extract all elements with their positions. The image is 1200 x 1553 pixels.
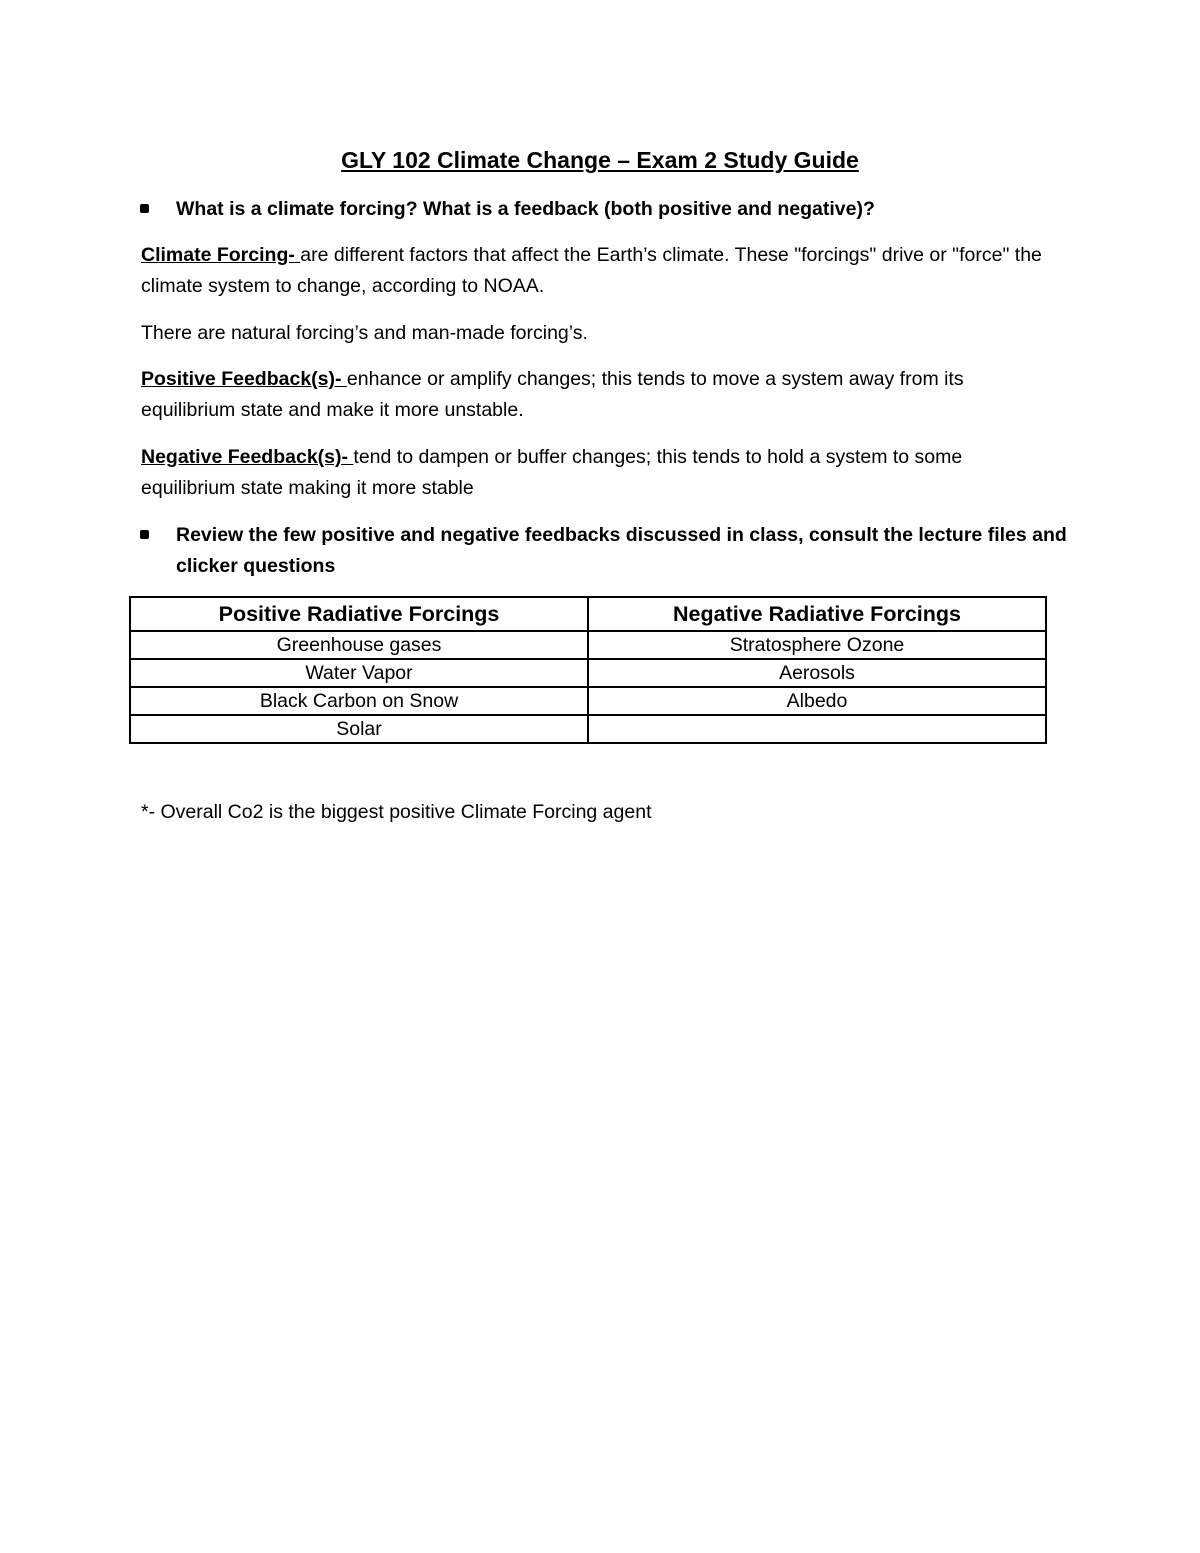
- radiative-forcings-table: [129, 596, 1047, 744]
- forcing-types-note: There are natural forcing’s and man-made forcing’s.: [141, 322, 588, 344]
- table-cell: Albedo: [588, 687, 1046, 715]
- negative-feedback-definition: [141, 442, 1061, 504]
- column-header-positive: Positive Radiative Forcings: [130, 597, 588, 631]
- definition-text: enhance or amplify changes; this tends to move a system away from its equilibrium state and make it more unstable.: [141, 368, 964, 421]
- definition-term: Climate Forcing-: [141, 244, 301, 266]
- bullet-question-2: [140, 520, 1080, 582]
- table-row: [130, 631, 1046, 659]
- table-cell: Stratosphere Ozone: [588, 631, 1046, 659]
- table-row: [130, 659, 1046, 687]
- table-cell: [588, 715, 1046, 743]
- column-header-negative: Negative Radiative Forcings: [588, 597, 1046, 631]
- table-cell: Solar: [130, 715, 588, 743]
- footnote: *- Overall Co2 is the biggest positive Climate Forcing agent: [141, 801, 652, 823]
- bullet-icon: [140, 530, 149, 539]
- bullet-text: What is a climate forcing? What is a feedback (both positive and negative)?: [176, 198, 875, 220]
- bullet-text: Review the few positive and negative feedbacks discussed in class, consult the lecture files and clicker questions: [176, 524, 1067, 577]
- climate-forcing-definition: [141, 240, 1061, 302]
- document-title: GLY 102 Climate Change – Exam 2 Study Guide: [341, 147, 859, 173]
- definition-term: Negative Feedback(s)-: [141, 446, 354, 468]
- table-cell: Water Vapor: [130, 659, 588, 687]
- definition-text: are different factors that affect the Earth’s climate. These "forcings" drive or "force" the climate system to change, according to NOAA.: [141, 244, 1042, 297]
- bullet-question-1: [140, 194, 1080, 225]
- positive-feedback-definition: [141, 364, 1061, 426]
- table-cell: Black Carbon on Snow: [130, 687, 588, 715]
- table-header-row: [130, 597, 1046, 631]
- table-cell: Greenhouse gases: [130, 631, 588, 659]
- table-cell: Aerosols: [588, 659, 1046, 687]
- table-row: [130, 687, 1046, 715]
- bullet-icon: [140, 204, 149, 213]
- table-row: [130, 715, 1046, 743]
- definition-text: tend to dampen or buffer changes; this tends to hold a system to some equilibrium state making it more stable: [141, 446, 963, 499]
- definition-term: Positive Feedback(s)-: [141, 368, 347, 390]
